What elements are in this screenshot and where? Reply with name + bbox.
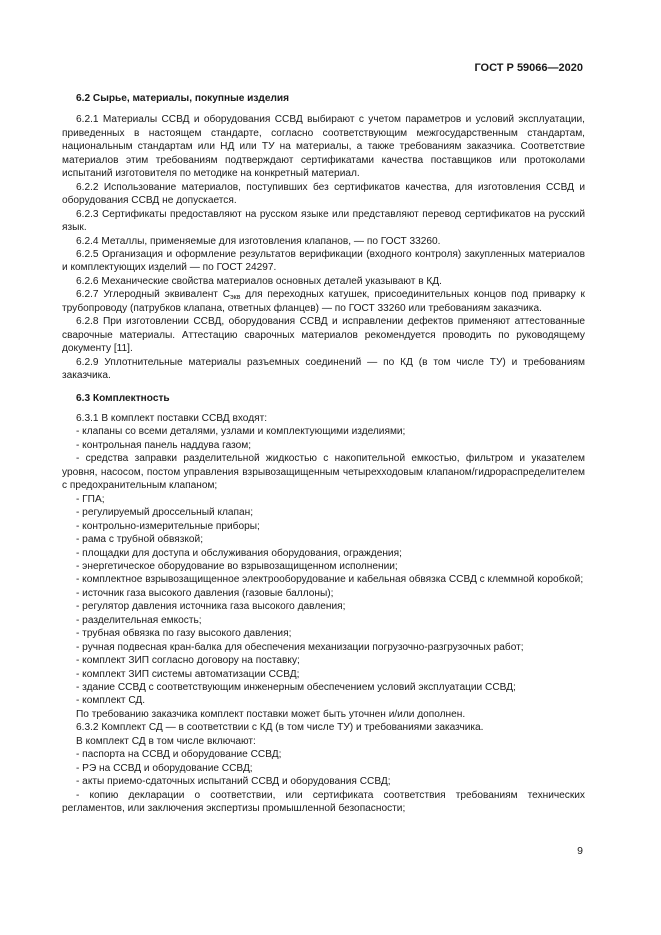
list-item: - РЭ на ССВД и оборудование ССВД; [76,762,253,774]
paragraph-6-3-1: 6.3.1 В комплект поставки ССВД входят: [76,412,268,424]
list-item: - здание ССВД с соответствующим инженерным обеспечением условий эксплуатации ССВД; [76,682,516,694]
list-item: - контрольная панель наддува газом; [76,439,252,451]
list-item: - площадки для доступа и обслуживания оборудования, ограждения; [76,547,402,559]
list-item: - ГПА; [76,493,105,505]
paragraph-6-2-2: 6.2.2 Использование материалов, поступивших без сертификатов качества, для изготовления ССВД и оборудования ССВД не допускается. [62,181,585,207]
list-item: - источник газа высокого давления (газовые баллоны); [76,587,334,599]
paragraph-6-2-5: 6.2.5 Организация и оформление результатов верификации (входного контроля) закупленных материалов и комплектующих изделий — по ГОСТ 24297. [62,248,585,274]
delivery-set-list [62,425,585,708]
paragraph-6-2-8: 6.2.8 При изготовлении ССВД, оборудования ССВД и исправлении дефектов применяют аттестованные сварочные материалы. Аттестацию сварочных материалов рекомендуется проводить по руководящему документу [11]. [62,316,585,355]
page-content [62,92,585,816]
paragraph-6-2-4: 6.2.4 Металлы, применяемые для изготовления клапанов, — по ГОСТ 33260. [76,235,441,247]
standard-number: ГОСТ Р 59066—2020 [474,62,583,74]
paragraph-6-2-7 [62,288,585,315]
section-6-2-heading: 6.2 Сырье, материалы, покупные изделия [76,93,290,104]
paragraph-6-2-6: 6.2.6 Механические свойства материалов основных деталей указывают в КД. [76,275,442,287]
list-item: - комплект СД. [76,695,146,707]
paragraph-6-3-2: 6.3.2 Комплект СД — в соответствии с КД (в том числе ТУ) и требованиями заказчика. [76,722,484,734]
list-item: - разделительная емкость; [76,614,202,626]
paragraph-6-2-9: 6.2.9 Уплотнительные материалы разъемных соединений — по КД (в том числе ТУ) и требованиям заказчика. [62,356,585,382]
list-item: - комплект ЗИП системы автоматизации ССВД; [76,668,300,680]
paragraph-6-2-7-start: 6.2.7 Углеродный эквивалент С [76,289,231,301]
list-item: - рама с трубной обвязкой; [76,534,204,546]
paragraph-6-2-7-end: для переходных катушек, присоединительных концов под приварку к трубопроводу (патрубков клапана, ответных фланцев) — по ГОСТ 33260 или требованиям заказчика. [62,289,585,314]
list-item: - акты приемо-сдаточных испытаний ССВД и оборудования ССВД; [76,776,391,788]
paragraph-6-3-2-intro: В комплект СД в том числе включают: [76,735,256,747]
carbon-equivalent-subscript: экв [230,294,241,302]
list-item: - паспорта на ССВД и оборудование ССВД; [76,749,282,761]
paragraph-6-2-3: 6.2.3 Сертификаты предоставляют на русском языке или представляют перевод сертификатов на русский язык. [62,208,585,234]
list-item: - комплект ЗИП согласно договору на поставку; [76,655,300,667]
list-item: - копию декларации о соответствии, или сертификата соответствия требованиям технических регламентов, или заключения экспертизы промышленной безопасности; [62,789,585,815]
section-6-3-heading: 6.3 Комплектность [76,392,170,404]
list-item: - регулируемый дроссельный клапан; [76,507,254,519]
documentation-list [62,748,585,815]
list-item: - средства заправки разделительной жидкостью с накопительной емкостью, фильтром и указателем уровня, насосом, постом управления взрывозащищенным четырехходовым клапаном/гидрораспределителем с предохранительным клапаном; [62,453,585,492]
page-number: 9 [577,845,583,857]
paragraph-6-2-1: 6.2.1 Материалы ССВД и оборудования ССВД выбирают с учетом параметров и условий эксплуатации, приведенных в настоящем стандарте, согласно соответствующим межгосударственным стандартам, национальным стандартам или НД или ТУ на материалы, а также требованиям заказчика. Соответствие материалов этим требованиям подтверждают сертификатами качества поставщиков или протоколами испытаний изготовителя по методике на конкретный материал. [62,114,585,180]
paragraph-6-3-1-note: По требованию заказчика комплект поставки может быть уточнен и/или дополнен. [76,708,466,720]
list-item: - клапаны со всеми деталями, узлами и комплектующими изделиями; [76,426,406,438]
list-item: - регулятор давления источника газа высокого давления; [76,601,346,613]
list-item: - трубная обвязка по газу высокого давления; [76,628,292,640]
list-item: - энергетическое оборудование во взрывозащищенном исполнении; [76,560,398,572]
list-item: - ручная подвесная кран-балка для обеспечения механизации погрузочно-разгрузочных работ; [76,641,524,653]
list-item: - контрольно-измерительные приборы; [76,520,260,532]
list-item: - комплектное взрывозащищенное электрооборудование и кабельная обвязка ССВД с клеммной коробкой; [76,574,584,586]
